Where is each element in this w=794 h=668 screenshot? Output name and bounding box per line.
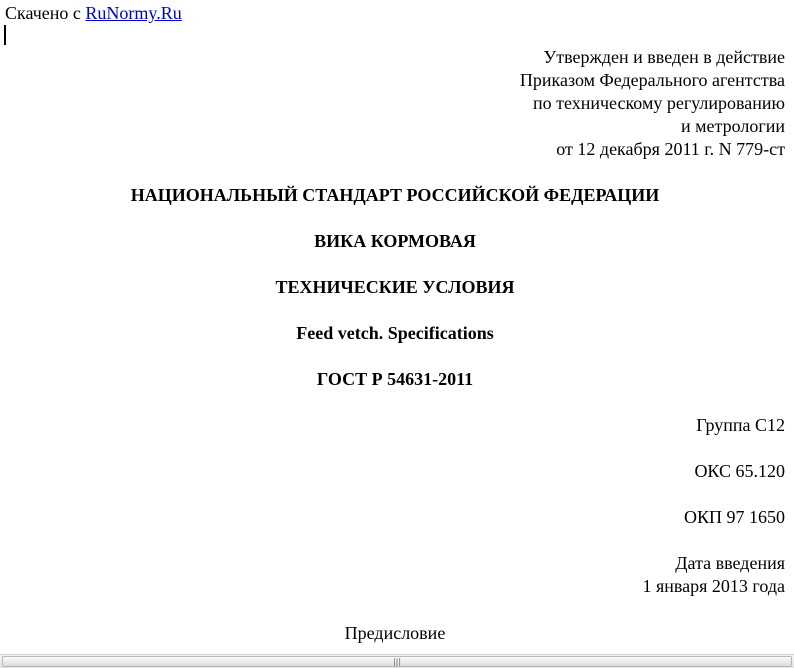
approval-line: по техническому регулированию [532, 93, 785, 113]
source-prefix: Скачено с [5, 3, 86, 23]
approval-line: Утвержден и введен в действие [543, 47, 785, 67]
scrollbar-thumb[interactable] [2, 656, 792, 667]
okp-classification: ОКП 97 1650 [683, 507, 785, 527]
approval-line: и метрологии [681, 116, 785, 136]
group-classification: Группа С12 [696, 415, 785, 435]
source-link[interactable]: RuNormy.Ru [85, 3, 182, 23]
english-title: Feed vetch. Specifications [296, 323, 494, 343]
approval-line: от 12 декабря 2011 г. N 779-ст [556, 139, 785, 159]
national-standard-title: НАЦИОНАЛЬНЫЙ СТАНДАРТ РОССИЙСКОЙ ФЕДЕРАЦИИ [130, 185, 660, 205]
approval-block [520, 46, 785, 161]
horizontal-scrollbar[interactable] [0, 654, 794, 668]
approval-line: Приказом Федерального агентства [519, 70, 785, 90]
foreword-heading: Предисловие [344, 623, 446, 643]
text-cursor [4, 25, 6, 45]
grip-lines-icon: ||| [392, 656, 402, 666]
source-line [5, 2, 182, 25]
standard-code: ГОСТ Р 54631-2011 [316, 369, 474, 389]
oks-classification: ОКС 65.120 [694, 461, 785, 481]
introduction-date: 1 января 2013 года [642, 576, 785, 596]
product-title: ВИКА КОРМОВАЯ [314, 231, 476, 251]
conditions-title: ТЕХНИЧЕСКИЕ УСЛОВИЯ [275, 277, 515, 297]
introduction-label: Дата введения [675, 553, 785, 573]
